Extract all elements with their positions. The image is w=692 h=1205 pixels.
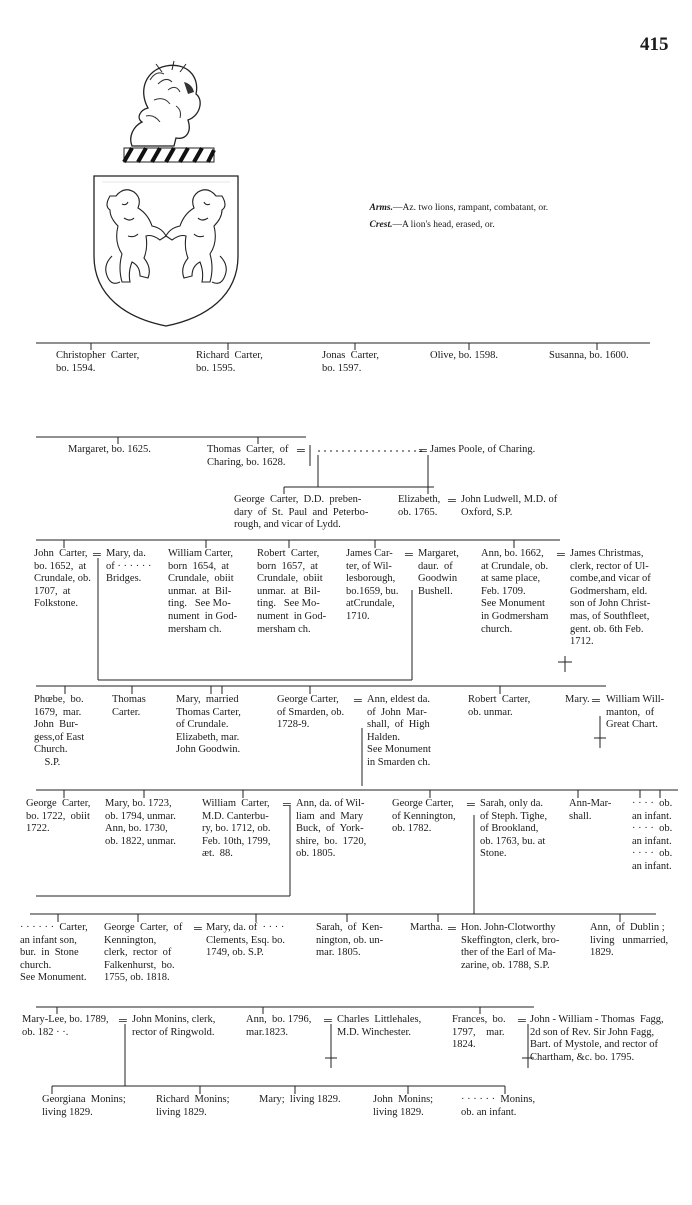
marriage-sign: ═	[419, 445, 427, 457]
person-skeffington: Hon. John-Clotworthy Skeffington, clerk, bro- ther of the Earl of Ma- zarine, ob. 1788, S.P.	[461, 922, 560, 971]
person-mary: Mary.	[565, 694, 590, 705]
person-richard-monins: Richard Monins; living 1829.	[156, 1094, 230, 1118]
arms-blazon: Arms.—Az. two lions, rampant, combatant, or.	[369, 203, 549, 213]
person-james-carter: James Car- ter, of Wil- lesborough, bo.1659, bu. atCrundale, 1710.	[346, 548, 399, 622]
person-elizabeth: Elizabeth, ob. 1765.	[398, 494, 441, 518]
person-ann-dublin: Ann, of Dublin ; living unmarried, 1829.	[590, 922, 669, 959]
person-mary-bridges: Mary, da. of · · · · · · Bridges.	[106, 548, 152, 585]
person-ann-marshall-carter: Ann-Mar- shall.	[569, 798, 612, 822]
person-mary-lee: Mary-Lee, bo. 1789, ob. 182 · ·.	[22, 1014, 109, 1038]
person-frances: Frances, bo. 1797, mar. 1824.	[452, 1014, 506, 1051]
marriage-sign: ═	[119, 1015, 127, 1027]
person-charles-littlehales: Charles Littlehales, M.D. Winchester.	[337, 1014, 422, 1038]
person-james-poole: James Poole, of Charing.	[430, 444, 536, 455]
person-infant-monins: · · · · · · Monins, ob. an infant.	[461, 1094, 536, 1118]
marriage-sign: ═	[283, 799, 291, 811]
person-john-ludwell: John Ludwell, M.D. of Oxford, S.P.	[461, 494, 558, 518]
marriage-sign: ═	[297, 445, 305, 457]
person-susanna: Susanna, bo. 1600.	[549, 350, 629, 361]
person-jonas-carter: Jonas Carter, bo. 1597.	[322, 350, 380, 374]
person-george-carter-1722: George Carter, bo. 1722, obiit 1722.	[26, 798, 91, 835]
person-ann-marshall: Ann, eldest da. of John Mar- shall, of High Halden. See Monument in Smarden ch.	[367, 694, 431, 768]
person-infant-son-carter: · · · · · · Carter, an infant son, bur. in Stone church. See Monument.	[20, 922, 88, 984]
person-george-carter-kennington: George Carter, of Kennington, ob. 1782.	[392, 798, 456, 835]
page-number: 415	[640, 34, 669, 55]
person-sarah-kennington: Sarah, of Ken- nington, ob. un- mar. 1805.	[316, 922, 384, 959]
marriage-sign: ═	[448, 923, 456, 935]
marriage-sign: ═	[518, 1015, 526, 1027]
person-robert-carter: Robert Carter, born 1657, at Crundale, obiit unmar. at Bil- ting. See Mo- nument in God- mersham ch.	[257, 548, 327, 635]
person-georgiana-monins: Georgiana Monins; living 1829.	[42, 1094, 126, 1118]
person-ann-buck: Ann, da. of Wil- liam and Mary Buck, of York- shire, bo. 1720, ob. 1805.	[296, 798, 367, 860]
person-mary-monins: Mary; living 1829.	[259, 1094, 341, 1105]
person-james-christmas: James Christmas, clerk, rector of Ul- combe,and vicar of Godmersham, eld. son of John Christ- mas, of Southfleet, gent. ob. 6th Feb. 1712.	[570, 548, 651, 648]
marriage-sign: ═	[592, 695, 600, 707]
person-george-carter-clerk: George Carter, of Kennington, clerk, rector of Falkenhurst, bo. 1755, ob. 1818.	[104, 922, 183, 984]
person-john-monins-clerk: John Monins, clerk, rector of Ringwold.	[132, 1014, 216, 1038]
person-william-carter-md: William Carter, M.D. Canterbu- ry, bo. 1712, ob. Feb. 10th, 1799, æt. 88.	[202, 798, 271, 860]
person-sarah-tighe: Sarah, only da. of Steph. Tighe, of Brookland, ob. 1763, bu. at Stone.	[480, 798, 548, 860]
person-ann: Ann, bo. 1662, at Crundale, ob. at same place, Feb. 1709. See Monument in Godmersham church.	[481, 548, 549, 635]
person-william-willmanton: William Will- manton, of Great Chart.	[606, 694, 665, 731]
person-mary-and-ann: Mary, bo. 1723, ob. 1794, unmar. Ann, bo. 1730, ob. 1822, unmar.	[105, 798, 176, 847]
person-john-monins: John Monins; living 1829.	[373, 1094, 434, 1118]
person-margaret-bushell: Margaret, daur. of Goodwin Bushell.	[418, 548, 459, 597]
crest-blazon: Crest.—A lion's head, erased, or.	[369, 220, 495, 230]
person-margaret: Margaret, bo. 1625.	[68, 444, 151, 455]
person-infants: · · · · ob. an infant. · · · · ob. an infant. · · · · ob. an infant.	[632, 798, 673, 872]
person-mary-clements: Mary, da. of · · · · Clements, Esq. bo. 1749, ob. S.P.	[206, 922, 286, 959]
person-phoebe: Phœbe, bo. 1679, mar. John Bur- gess,of East Church. S.P.	[34, 694, 85, 768]
person-olive: Olive, bo. 1598.	[430, 350, 498, 361]
person-christopher-carter: Christopher Carter, bo. 1594.	[56, 350, 140, 374]
person-robert-carter-unmar: Robert Carter, ob. unmar.	[468, 694, 531, 718]
marriage-sign: ═	[194, 923, 202, 935]
person-thomas-carter-jr: Thomas Carter.	[112, 694, 146, 718]
marriage-sign: ═	[354, 695, 362, 707]
marriage-sign: ═	[93, 549, 101, 561]
person-george-carter-smarden: George Carter, of Smarden, ob. 1728-9.	[277, 694, 345, 731]
person-george-carter-dd: George Carter, D.D. preben- dary of St. Paul and Peterbo- rough, and vicar of Lydd.	[234, 494, 369, 531]
person-richard-carter: Richard Carter, bo. 1595.	[196, 350, 263, 374]
person-john-william-thomas-fagg: John - William - Thomas Fagg, 2d son of Rev. Sir John Fagg, Bart. of Mystole, and rector of Chartham, &c. bo. 1795.	[530, 1014, 664, 1063]
person-mary-married: Mary, married Thomas Carter, of Crundale. Elizabeth, mar. John Goodwin.	[176, 694, 241, 756]
marriage-sign: ═	[448, 495, 456, 507]
person-william-carter: William Carter, born 1654, at Crundale, obiit unmar. at Bil- ting. See Mo- nument in God- mersham ch.	[168, 548, 238, 635]
person-thomas-carter: Thomas Carter, of Charing, bo. 1628.	[207, 444, 289, 468]
person-martha: Martha.	[410, 922, 443, 933]
marriage-sign: ═	[405, 549, 413, 561]
person-john-carter: John Carter, bo. 1652, at Crundale, ob. 1707, at Folkstone.	[34, 548, 91, 610]
marriage-sign: ═	[467, 799, 475, 811]
person-ann-1796: Ann, bo. 1796, mar.1823.	[246, 1014, 312, 1038]
marriage-sign: ═	[324, 1015, 332, 1027]
marriage-sign: ═	[557, 549, 565, 561]
